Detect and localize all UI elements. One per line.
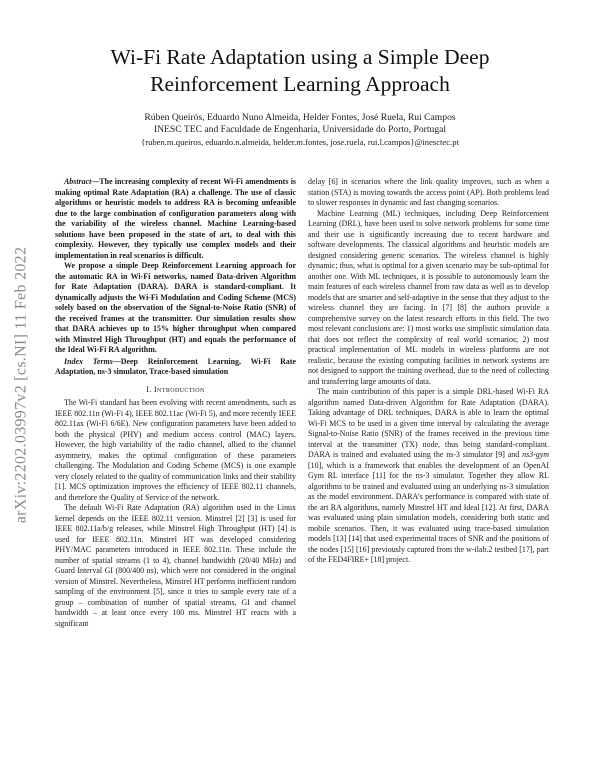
author-emails: {ruben.m.queiros, eduardo.n.almeida, helder.m.fontes, jose.ruela, rui.l.campos}@inesctec.pt [141, 137, 459, 147]
abstract-paragraph-2: We propose a simple Deep Reinforcement Learning approach for the automatic RA in Wi-Fi networks, named Data-driven Algorithm for Rate Adaptation (DARA). DARA is standard-compliant. It dynamically adjusts the Wi-Fi Modulation and Coding Scheme (MCS) solely based on the observation of the Signal-to-Noise Ratio (SNR) of the received frames at the transmitter. Our simulation results show that DARA achieves up to 15% higher throughput when compared with Minstrel High Throughput (HT) and equals the performance of the Ideal Wi-Fi RA algorithm. [55, 261, 296, 354]
abstract-label: Abstract [64, 177, 92, 186]
right-column [308, 177, 549, 566]
arxiv-identifier: arXiv:2202.03997v2 [cs.NI] 11 Feb 2022 [12, 246, 29, 524]
paper-title [50, 44, 550, 98]
index-terms [55, 357, 296, 378]
ns3-gym-term: ns3-gym [522, 450, 549, 459]
arxiv-side-stamp [10, 200, 32, 570]
right-paragraph-1: delay [6] in scenarios where the link quality improves, such as when a station (STA) is moving towards the access point (AP). Both problems lead to slower responses in dynamic and fast changing scenarios. [308, 177, 549, 207]
contribution-text-a: The main contribution of this paper is a simple DRL-based Wi-Fi RA algorithm named Data-driven Algorithm for Rate Adaptation (DARA). Taking advantage of DRL techniques, DARA is able to learn the optimal Wi-Fi MCS to be used in a given time interval by calculating the average Signal-to-Noise Ratio (SNR) of the frames received in the previous time interval at the transmitter (TX) node, thus being standard-compliant. DARA is trained and evaluated using the ns-3 simulator [9] and [308, 387, 549, 459]
paper-header [50, 44, 550, 148]
left-column [55, 177, 296, 629]
author-list: Rúben Queirós, Eduardo Nuno Almeida, Helder Fontes, José Ruela, Rui Campos [144, 112, 456, 123]
abstract [55, 177, 296, 261]
contribution-text-c: [10], which is a framework that enables the development of an OpenAI Gym RL interface [11] for the ns-3 simulator. Together they allow RL algorithms to be trained and evaluated using an underlying ns-3 simulation as the model environment. DARA’s performance is compared with state of the art RA algorithms, namely Minstrel HT and Ideal [12]. At first, DARA was evaluated using plain simulation models, considering both static and mobile scenarios. Then, it was evaluated using trace-based simulation models [13] [14] that used experimental traces of SNR and the positions of the nodes [15] [16] previously captured from the w-ilab.2 testbed [17], part of the FED4FIRE+ [18] project. [308, 460, 549, 564]
section-heading-introduction: I. Introduction [146, 384, 205, 394]
affiliation: INESC TEC and Faculdade de Engenharia, Universidade do Porto, Portugal [153, 124, 447, 135]
index-terms-label: Index Terms [64, 356, 113, 366]
abstract-text: —The increasing complexity of recent Wi-Fi amendments is making optimal Rate Adaptation (RA) a challenge. The use of classic algorithms or heuristic models to address RA is becoming unfeasible due to the large combination of configuration parameters along with the variability of the wireless channel. Machine Learning-based solutions have been proposed in the state of art, to deal with this complexity. However, they typically use complex models and their implementation in real scenarios is difficult. [55, 177, 296, 260]
right-paragraph-2: Machine Learning (ML) techniques, including Deep Reinforcement Learning (DRL), have been used to solve network problems for some time and their use is significantly increasing due to recent hardware and software developments. The classical algorithms and heuristic models are designed considering generic scenarios. The wireless channel is highly dynamic; thus, what is optimal for a given scenario may be sub-optimal for another one. With ML techniques, it is possible to autonomously learn the main features of each wireless channel from raw data as well as to develop models that are smarter and self-adaptive in the sense that they adjust to the wireless channel they are facing. In [7] [8] the authors provide a comprehensive survey on the latest research efforts in this field. The two most relevant conclusions are: 1) most works use simplistic simulation data that does not reflect the complexity of real world scenarios; 2) most practical implementation of ML models in wireless platforms are not realistic, because the existing computing facilities in network systems are not designed to support the training overhead, due to the need of collecting and transferring large amounts of data. [308, 208, 549, 386]
intro-paragraph-1: The Wi-Fi standard has been evolving with recent amendments, such as IEEE 802.11n (Wi-Fi 4), IEEE 802.11ac (Wi-Fi 5), and more recently IEEE 802.11ax (Wi-Fi 6/6E). New configuration parameters have been added to both the physical (PHY) and medium access control (MAC) layers. However, the high variability of the radio channel, allied to the channel asymmetry, makes the optimal configuration of these parameters challenging. The Modulation and Coding Scheme (MCS) is one example very closely related to the quality of communication links and their stability [1]. MCS optimization improves the efficiency of IEEE 802.11 channels, and therefore the Quality of Service of the network. [55, 398, 296, 502]
intro-paragraph-2: The default Wi-Fi Rate Adaptation (RA) algorithm used in the Linux kernel depends on the IEEE 802.11 version. Minstrel [2] [3] is used for IEEE 802.11a/b/g releases, while Minstrel High Throughput (HT) [4] is used for IEEE 802.11n. Minstrel HT was developed considering PHY/MAC parameters introduced in IEEE 802.11n. These include the number of spatial streams (1 to 4), channel bandwidth (20/40 MHz) and Guard Interval GI (800/400 ns), which were not considered in the original version of Minstrel. Nevertheless, Minstrel HT performs inefficient random sampling of the environment [5], since it tries to sample every rate of a group – combination of number of spatial streams, GI and channel bandwidth – at least once every 100 ms. Minstrel HT reacts with a significant [55, 503, 296, 628]
title-line-2: Reinforcement Learning Approach [150, 72, 450, 96]
title-line-1: Wi-Fi Rate Adaptation using a Simple Deep [110, 45, 490, 69]
index-terms-text: —Deep Reinforcement Learning, Wi-Fi Rate Adaptation, ns-3 simulator, Trace-based simulation [55, 356, 296, 376]
right-paragraph-3 [308, 387, 549, 566]
